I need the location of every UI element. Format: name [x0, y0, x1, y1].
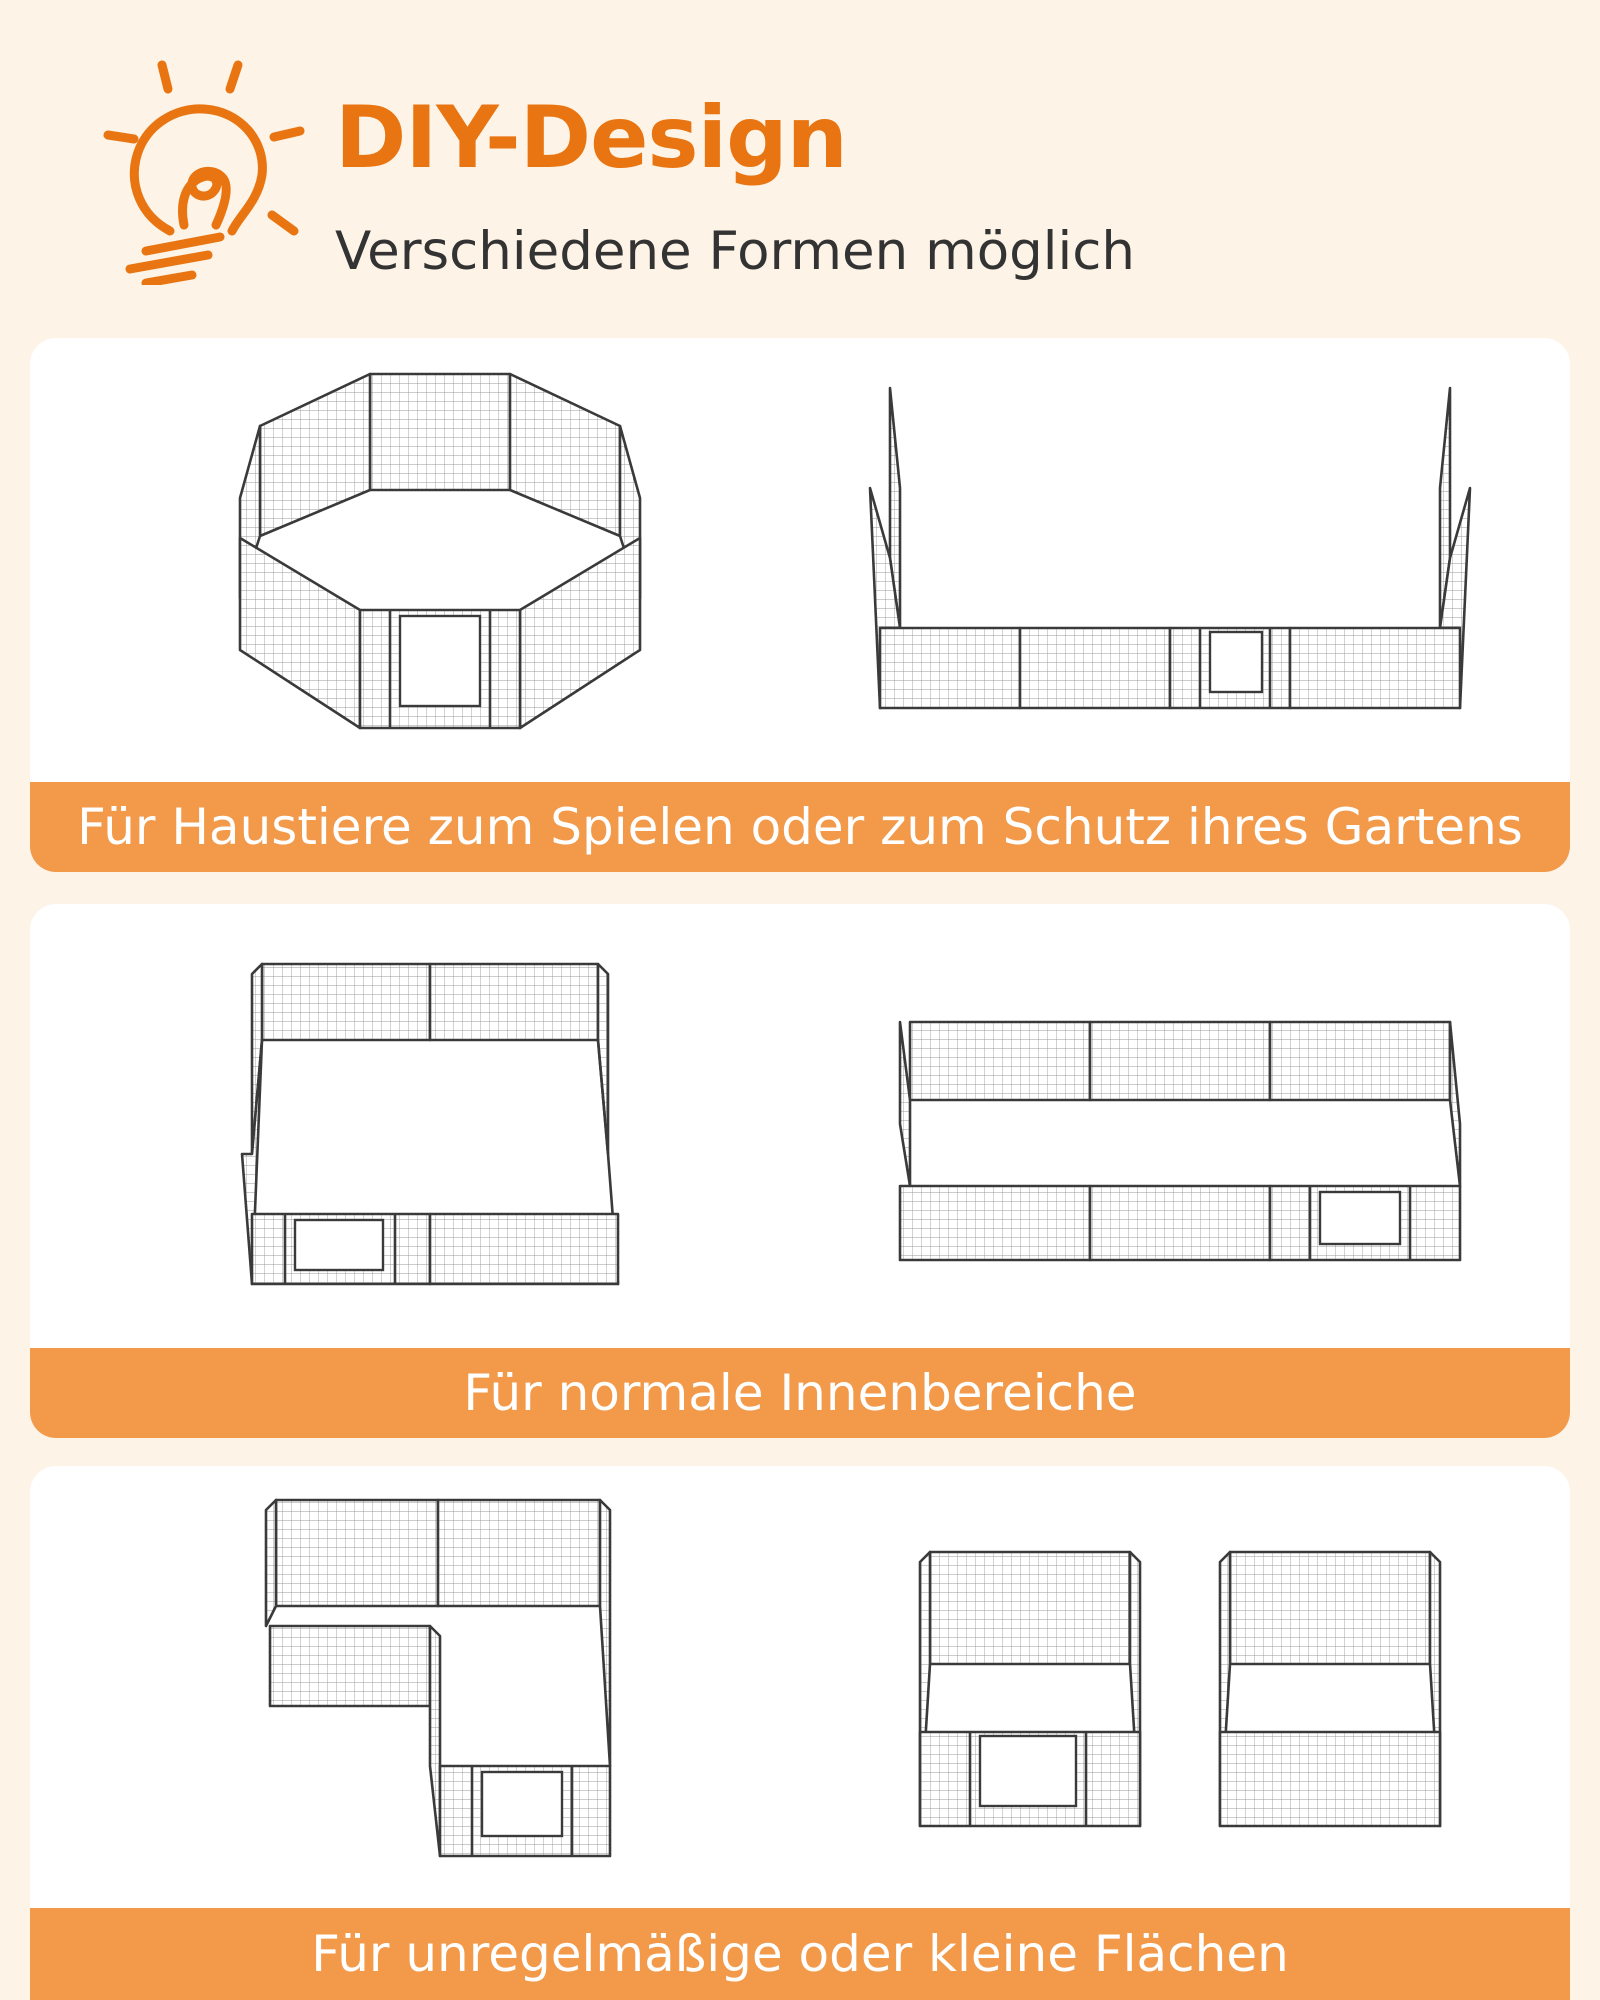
u-shaped-fence-illustration	[870, 388, 1470, 708]
octagon-pen-illustration	[240, 374, 640, 728]
two-small-pens-illustration	[920, 1552, 1440, 1826]
rectangle-pen-illustration	[900, 1022, 1460, 1260]
section-caption-1: Für Haustiere zum Spielen oder zum Schutz ihres Gartens	[30, 782, 1570, 872]
square-pen-illustration	[242, 964, 618, 1284]
header	[0, 0, 1600, 330]
section-caption-3: Für unregelmäßige oder kleine Flächen	[30, 1908, 1570, 2000]
section-card-2	[30, 904, 1570, 1438]
section-card-3	[30, 1466, 1570, 2000]
l-shaped-pen-illustration	[266, 1500, 610, 1856]
section-card-1	[30, 338, 1570, 872]
page-title: DIY-Design	[335, 88, 847, 188]
page-subtitle: Verschiedene Formen möglich	[335, 221, 1135, 282]
lightbulb-icon	[100, 55, 310, 285]
section-caption-2: Für normale Innenbereiche	[30, 1348, 1570, 1438]
